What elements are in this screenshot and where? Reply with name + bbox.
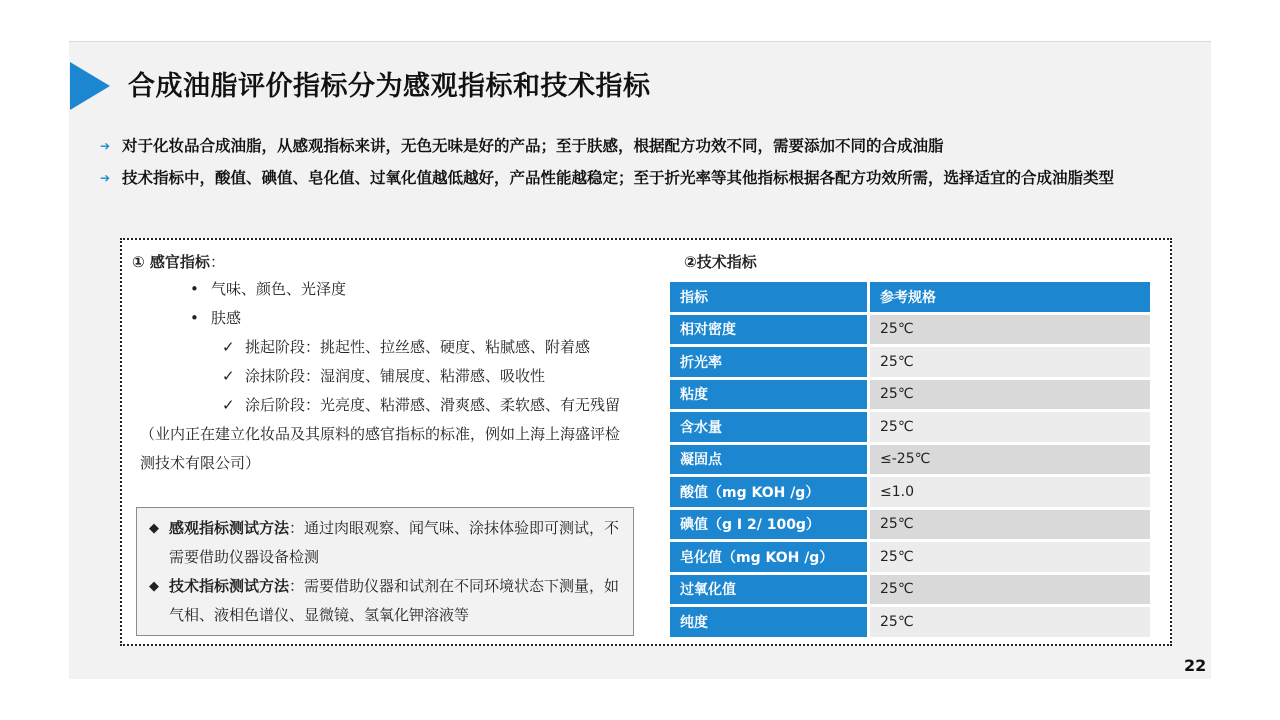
table-cell-indicator: 皂化值（mg KOH /g） [670, 542, 870, 572]
table-row [670, 477, 1150, 507]
table-cell-spec: 25℃ [870, 575, 1150, 605]
sensory-heading-text: ① 感官指标 [132, 253, 210, 271]
intro-bullet-text: 技术指标中，酸值、碘值、皂化值、过氧化值越低越好，产品性能越稳定；至于折光率等其他指标根据各配方功效所需，选择适宜的合成油脂类型 [122, 169, 1115, 187]
table-row [670, 315, 1150, 345]
table-row [670, 607, 1150, 637]
intro-bullet [98, 130, 1178, 162]
table-body [670, 315, 1150, 637]
table-header-cell: 指标 [670, 282, 870, 312]
table-header-row [670, 282, 1150, 312]
table-cell-spec: 25℃ [870, 347, 1150, 377]
table-row [670, 575, 1150, 605]
table-row [670, 510, 1150, 540]
table-cell-spec: 25℃ [870, 412, 1150, 442]
title-arrow-icon [70, 62, 110, 110]
bullet-dot-icon: • [190, 280, 199, 298]
sensory-section [132, 249, 642, 478]
sensory-item [132, 304, 642, 333]
table-cell-spec: ≤1.0 [870, 477, 1150, 507]
sensory-sub-item-text: 涂抹阶段：湿润度、铺展度、粘滞感、吸收性 [245, 367, 546, 385]
test-method-text: ：通过肉眼观察、闻气味、涂抹体验即可测试，不需要借助仪器设备检测 [169, 519, 620, 566]
table-cell-spec: 25℃ [870, 510, 1150, 540]
table-row [670, 347, 1150, 377]
table-cell-spec: 25℃ [870, 542, 1150, 572]
table-row [670, 380, 1150, 410]
table-cell-spec: 25℃ [870, 380, 1150, 410]
technical-spec-table [670, 279, 1150, 640]
table-cell-indicator: 凝固点 [670, 445, 870, 475]
sensory-sub-item [132, 391, 625, 420]
table-cell-spec: 25℃ [870, 315, 1150, 345]
slide-title: 合成油脂评价指标分为感观指标和技术指标 [128, 71, 651, 102]
test-method-label: 技术指标测试方法 [169, 577, 290, 595]
table-row [670, 412, 1150, 442]
checkmark-icon: ✓ [222, 367, 235, 385]
table-row [670, 445, 1150, 475]
sensory-heading-colon: ： [209, 253, 225, 271]
table-cell-indicator: 碘值（g I 2/ 100g） [670, 510, 870, 540]
diamond-bullet-icon: ◆ [149, 521, 159, 536]
test-method [149, 514, 623, 572]
intro-bullets [98, 130, 1178, 194]
table-cell-indicator: 粘度 [670, 380, 870, 410]
table-cell-spec: 25℃ [870, 607, 1150, 637]
checkmark-icon: ✓ [222, 338, 235, 356]
arrow-right-icon: ➔ [100, 139, 111, 153]
top-divider [69, 41, 1211, 42]
sensory-sub-item-text: 涂后阶段：光亮度、粘滞感、滑爽感、柔软感、有无残留 [245, 396, 621, 414]
sensory-sub-item-text: 挑起阶段：挑起性、拉丝感、硬度、粘腻感、附着感 [245, 338, 591, 356]
table-row [670, 542, 1150, 572]
technical-heading: ②技术指标 [684, 253, 757, 271]
bullet-dot-icon: • [190, 309, 199, 327]
table-cell-indicator: 折光率 [670, 347, 870, 377]
checkmark-icon: ✓ [222, 396, 235, 414]
arrow-right-icon: ➔ [100, 171, 111, 185]
table-header-cell: 参考规格 [870, 282, 1150, 312]
table-cell-indicator: 酸值（mg KOH /g） [670, 477, 870, 507]
intro-bullet [98, 162, 1178, 194]
table-cell-spec: ≤-25℃ [870, 445, 1150, 475]
table-cell-indicator: 纯度 [670, 607, 870, 637]
table-cell-indicator: 相对密度 [670, 315, 870, 345]
sensory-item-text: 肤感 [211, 309, 242, 327]
test-method-label: 感观指标测试方法 [169, 519, 290, 537]
diamond-bullet-icon: ◆ [149, 579, 159, 594]
sensory-sub-item [132, 333, 625, 362]
sensory-heading [132, 249, 642, 275]
page-number: 22 [1184, 656, 1207, 675]
intro-bullet-text: 对于化妆品合成油脂，从感观指标来讲，无色无味是好的产品；至于肤感，根据配方功效不同，需要添加不同的合成油脂 [122, 137, 944, 155]
test-method [149, 572, 623, 630]
sensory-item [132, 275, 642, 304]
table-cell-indicator: 含水量 [670, 412, 870, 442]
test-method-text: ：需要借助仪器和试剂在不同环境状态下测量，如气相、液相色谱仪、显微镜、氢氧化钾溶液等 [169, 577, 620, 624]
sensory-note: （业内正在建立化妆品及其原料的感官指标的标准，例如上海上海盛评检测技术有限公司） [140, 425, 621, 472]
sensory-sub-item [132, 362, 625, 391]
test-methods-box [136, 507, 634, 636]
table-cell-indicator: 过氧化值 [670, 575, 870, 605]
sensory-item-text: 气味、颜色、光泽度 [211, 280, 347, 298]
